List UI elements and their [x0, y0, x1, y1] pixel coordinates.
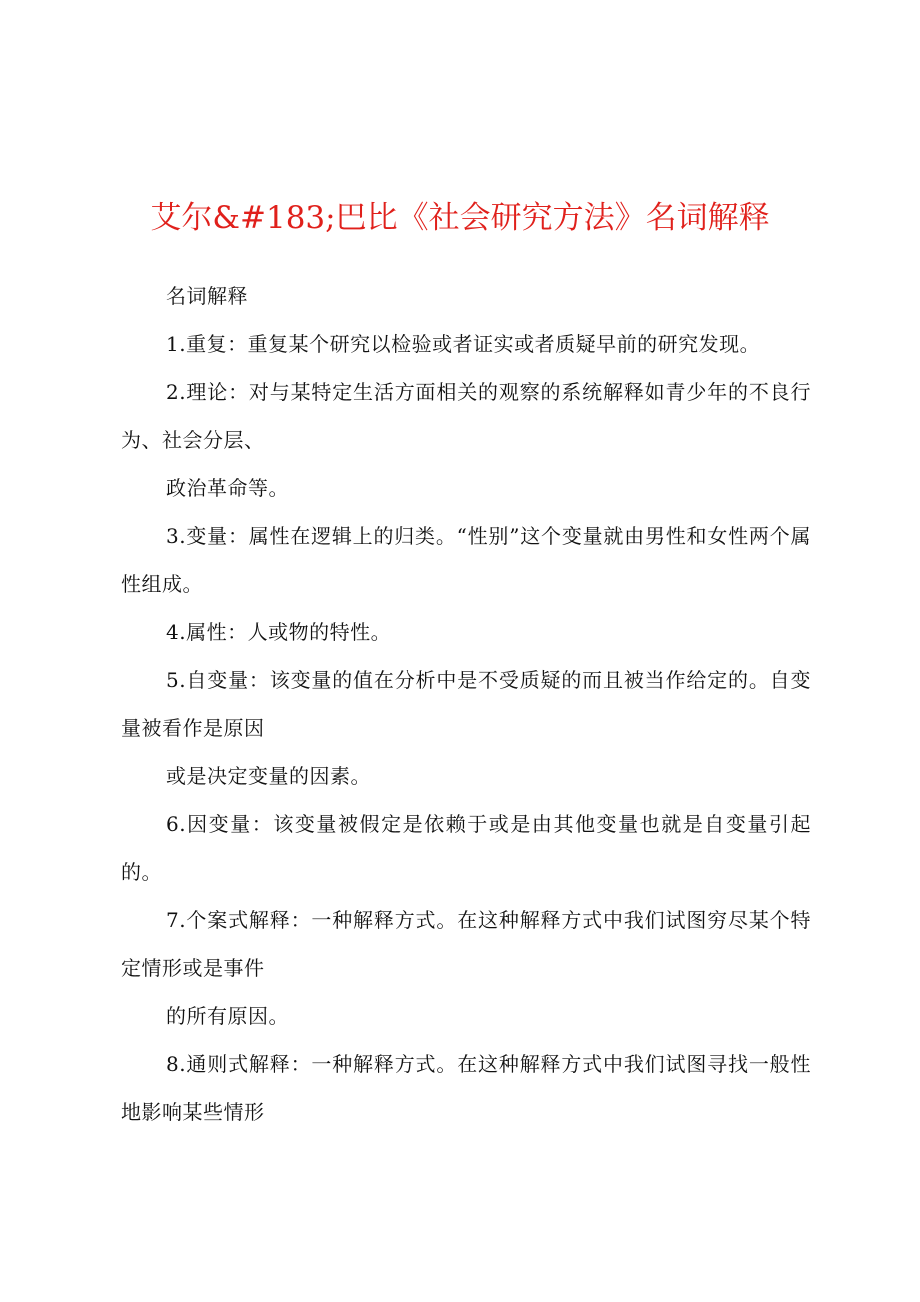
definition-paragraph: 4.属性：人或物的特性。 [166, 620, 392, 644]
definition-paragraph: 7.个案式解释：一种解释方式。在这种解释方式中我们试图穷尽某个特定情形或是事件 [121, 908, 811, 980]
definition-paragraph: 8.通则式解释：一种解释方式。在这种解释方式中我们试图寻找一般性地影响某些情形 [121, 1052, 811, 1124]
document-body [121, 272, 811, 1136]
document-title: 艾尔&#183;巴比《社会研究方法》名词解释 [150, 200, 770, 236]
definition-paragraph: 2.理论：对与某特定生活方面相关的观察的系统解释如青少年的不良行为、社会分层、 [121, 380, 811, 452]
definition-paragraph: 6.因变量：该变量被假定是依赖于或是由其他变量也就是自变量引起的。 [121, 812, 811, 884]
definition-continuation: 或是决定变量的因素。 [166, 764, 371, 788]
definition-continuation: 政治革命等。 [166, 476, 289, 500]
definition-paragraph: 1.重复：重复某个研究以检验或者证实或者质疑早前的研究发现。 [166, 332, 761, 356]
definition-continuation: 的所有原因。 [166, 1004, 289, 1028]
section-heading: 名词解释 [166, 284, 248, 308]
definition-paragraph: 5.自变量：该变量的值在分析中是不受质疑的而且被当作给定的。自变量被看作是原因 [121, 668, 811, 740]
definition-paragraph: 3.变量：属性在逻辑上的归类。“性别”这个变量就由男性和女性两个属性组成。 [121, 524, 811, 596]
